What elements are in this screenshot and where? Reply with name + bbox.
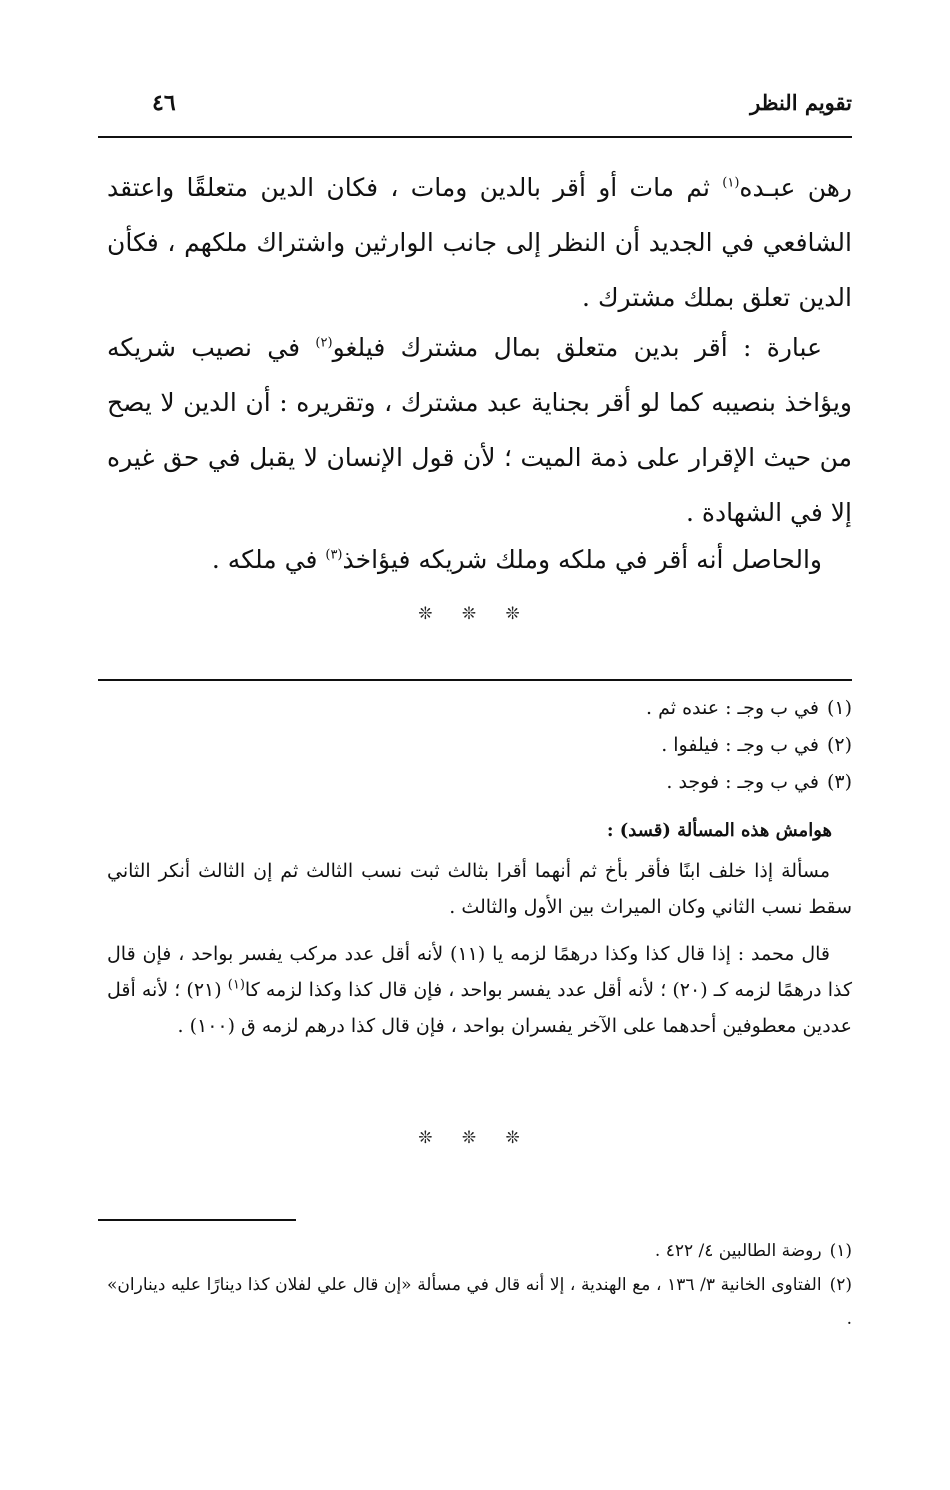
- footnote-number: (١): [829, 1241, 852, 1261]
- margin-text-segment: (٢١) ؛ لأنه أقل عددين معطوفين أحدهما على الآخر يفسران بواحد ، فإن قال كذا درهم لزمه ق (١٠٠) .: [107, 979, 852, 1037]
- footnote-separator: [98, 679, 852, 681]
- body-text-segment: ثم مات أو أقر بالدين ومات ، فكان الدين متعلقًا واعتقد الشافعي في الجديد أن النظر إلى جانب الوارثين واشتراك ملكهم ، فكأن الدين تعلق بملك مشترك .: [107, 173, 852, 312]
- footnote-reference: (١): [722, 175, 740, 191]
- margins-heading: هوامش هذه المسألة (قسد) :: [606, 820, 832, 841]
- body-text-segment: عبارة : أقر بدين متعلق بمال مشترك فيلغو: [332, 333, 822, 362]
- footnote-text: في ب وجـ : عنده ثم .: [646, 697, 819, 719]
- body-text-segment: في ملكه .: [211, 545, 326, 574]
- footnote-number: (٣): [826, 771, 852, 793]
- footnote-text: الفتاوى الخانية ٣/ ١٣٦ ، مع الهندية ، إلا أنه قال في مسألة «إن قال علي لفلان كذا دينارًا عليه ديناران» .: [107, 1275, 852, 1329]
- footnote-reference: (٢): [315, 335, 333, 351]
- footnote-item: [107, 727, 852, 764]
- body-paragraph-3: [107, 532, 852, 587]
- footnote-reference: (١): [227, 977, 245, 993]
- body-paragraph-2: [107, 320, 852, 540]
- margin-paragraph-2: [107, 936, 852, 1044]
- footnote-text: في ب وجـ : فوجد .: [666, 771, 819, 793]
- margin-paragraph-1: مسألة إذا خلف ابنًا فأقر بأخ ثم أنهما أقرا بثالث ثبت نسب الثالث ثم إن الثالث أنكر الثاني سقط نسب الثاني وكان الميراث بين الأول والثالث .: [107, 860, 852, 918]
- footnote-number: (١): [826, 697, 852, 719]
- footnote-item: [107, 690, 852, 727]
- footnote-text: في ب وجـ : فيلفوا .: [661, 734, 819, 756]
- footnote-number: (٢): [829, 1275, 852, 1295]
- body-paragraph-1: [107, 160, 852, 325]
- running-title: تقويم النظر: [750, 90, 852, 115]
- body-text-segment: والحاصل أنه أقر في ملكه وملك شريكه فيؤاخذ: [342, 545, 822, 574]
- section-ornament: ❊ ❊ ❊: [418, 604, 532, 624]
- footnote-item: [107, 1268, 852, 1336]
- page-number: ٤٦: [152, 90, 176, 116]
- footnote-separator-short: [98, 1219, 296, 1221]
- section-ornament: ❊ ❊ ❊: [418, 1128, 532, 1148]
- footnote-number: (٢): [826, 734, 852, 756]
- header-rule: [98, 136, 852, 138]
- footnote-list-2: [107, 1234, 852, 1336]
- footnote-item: [107, 1234, 852, 1268]
- margin-text-segment: قال محمد : إذا قال كذا وكذا درهمًا لزمه يا (١١) لأنه أقل عدد مركب يفسر بواحد ، فإن قال كذا درهمًا لزمه كـ (٢٠) ؛ لأنه أقل عدد يفسر بواحد ، فإن قال كذا وكذا لزمه كا: [107, 943, 853, 1001]
- body-text-segment: رهن عبـده: [739, 173, 852, 202]
- body-text-segment: في نصيب شريكه ويؤاخذ بنصيبه كما لو أقر بجناية عبد مشترك ، وتقريره : أن الدين لا يصح من حيث الإقرار على ذمة الميت ؛ لأن قول الإنسان لا يقبل في حق غيره إلا في الشهادة .: [107, 333, 852, 527]
- footnote-text: روضة الطالبين ٤/ ٤٢٢ .: [654, 1241, 822, 1261]
- footnote-reference: (٣): [325, 547, 343, 563]
- footnote-list: [107, 690, 852, 801]
- footnote-item: [107, 764, 852, 801]
